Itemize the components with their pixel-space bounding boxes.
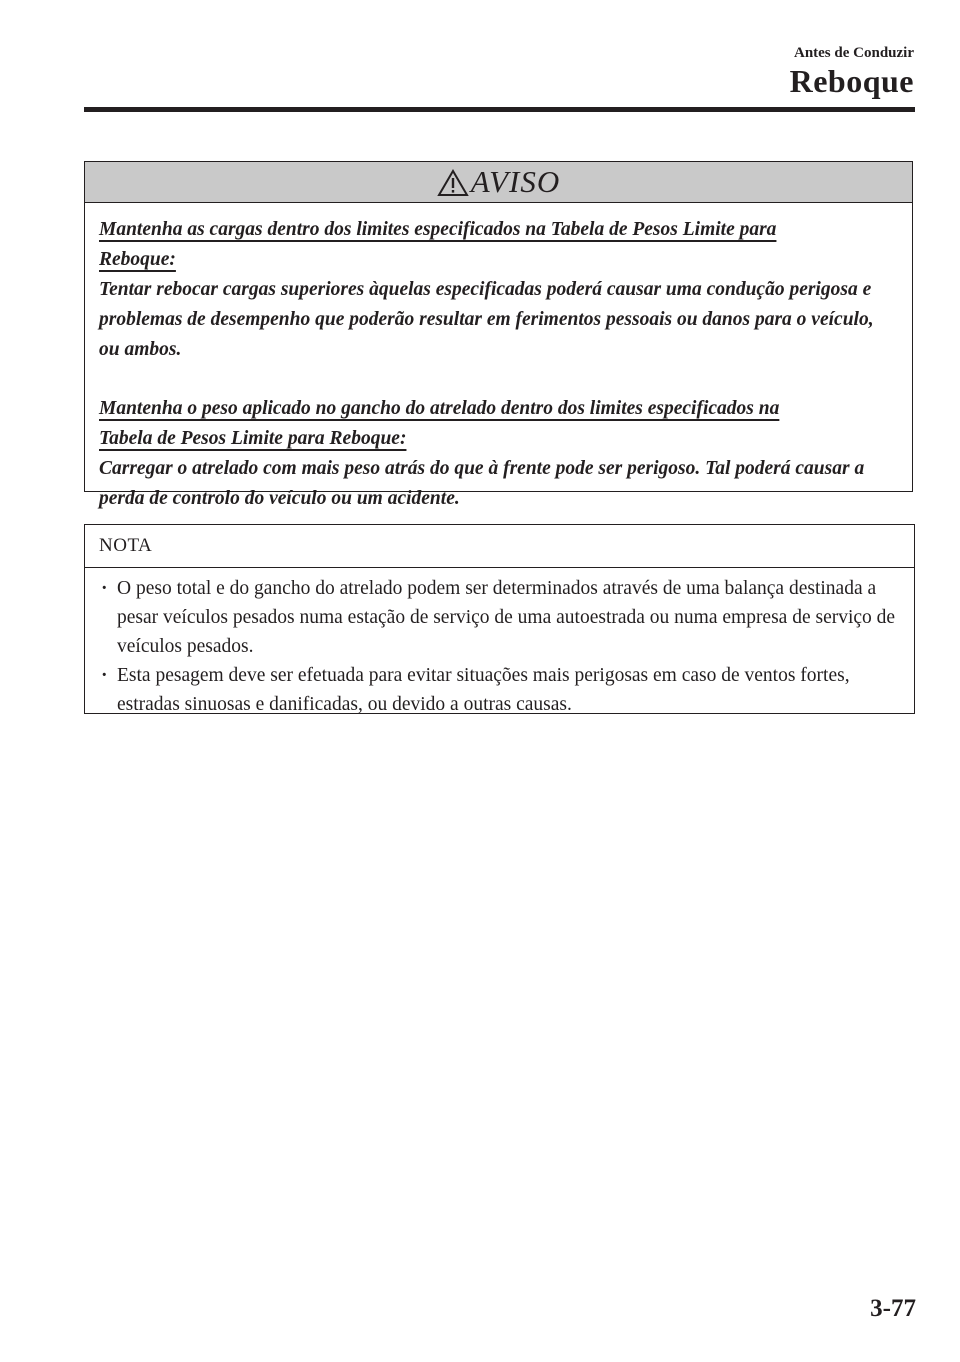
- warning-heading-2-line-1: Mantenha o peso aplicado no gancho do atrelado dentro dos limites especificados na: [99, 398, 780, 419]
- note-item: [101, 574, 900, 661]
- page-header: [790, 44, 914, 100]
- warning-triangle-icon: [437, 168, 469, 198]
- warning-heading-1: [99, 215, 882, 275]
- section-title: Antes de Conduzir: [793, 45, 914, 61]
- warning-heading-2-line-2: Tabela de Pesos Limite para Reboque:: [99, 428, 407, 449]
- paragraph-gap: [99, 365, 882, 394]
- note-item-text: Esta pesagem deve ser efetuada para evitar situações mais perigosas em caso de ventos fortes, estradas sinuosas e danificadas, ou devido a outras causas.: [117, 665, 850, 715]
- warning-text-2: Carregar o atrelado com mais peso atrás do que à frente pode ser perigoso. Tal poderá causar a perda de controlo do veículo ou um acidente.: [99, 458, 865, 509]
- warning-title: AVISO: [470, 164, 561, 199]
- note-title: NOTA: [85, 525, 914, 568]
- warning-text-1: Tentar rebocar cargas superiores àquelas especificadas poderá causar uma condução perigosa e problemas de desempenho que poderão resultar em ferimentos pessoais ou danos para o veículo, ou ambos.: [99, 279, 874, 360]
- header-divider: [84, 107, 915, 112]
- bullet-icon: ·: [101, 665, 108, 686]
- note-item-text: O peso total e do gancho do atrelado podem ser determinados através de uma balança destinada a pesar veículos pesados numa estação de serviço de uma autoestrada ou numa empresa de serviço de veículos pesados.: [117, 578, 896, 657]
- warning-body: [85, 203, 912, 514]
- page-number: 3-77: [870, 1295, 916, 1322]
- warning-heading-1-line-1: Mantenha as cargas dentro dos limites especificados na Tabela de Pesos Limite para: [99, 219, 777, 240]
- note-item: [101, 661, 900, 719]
- note-body: [85, 568, 914, 719]
- note-box: [84, 524, 915, 714]
- warning-box: [84, 161, 913, 509]
- chapter-title: Reboque: [789, 63, 914, 99]
- warning-heading-2: [99, 394, 882, 454]
- bullet-icon: ·: [101, 578, 108, 599]
- warning-heading-1-line-2: Reboque:: [99, 249, 176, 270]
- warning-title-bar: [85, 162, 912, 203]
